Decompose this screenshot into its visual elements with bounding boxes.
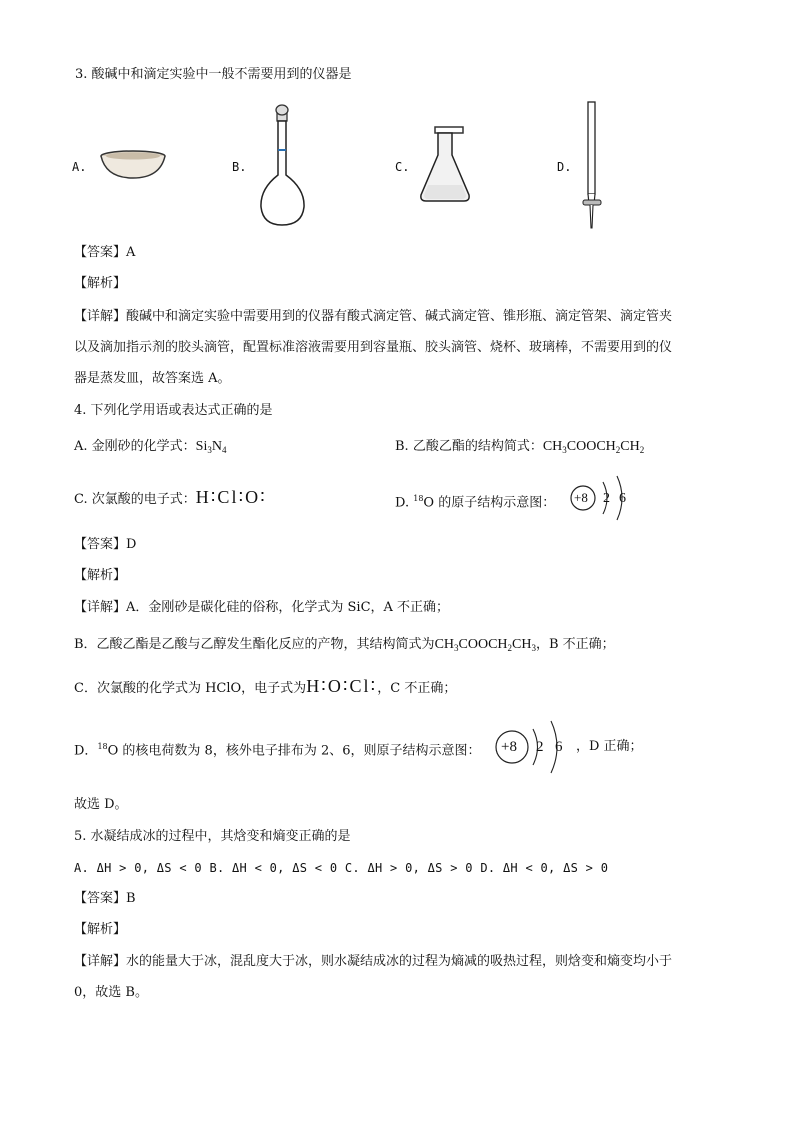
q4-option-a xyxy=(74,438,226,459)
q4-detail-b: B．乙酸乙酯是乙酸与乙醇发生酯化反应的产物，其结构简式为$CH_3COOCH_2CH_3$，B 不正确； xyxy=(74,637,615,653)
q5-options: A. ΔH > 0, ΔS < 0 B. ΔH < 0, ΔS < 0 C. ΔH > 0, ΔS > 0 D. ΔH < 0, ΔS > 0 xyxy=(74,861,609,875)
q5-stem: 5. 水凝结成冰的过程中，其焓变和熵变正确的是 xyxy=(74,829,351,844)
conical-flask-icon xyxy=(418,125,472,203)
q4-detail-a: 【详解】A．金刚砂是碳化硅的俗称，化学式为 SiC，A 不正确； xyxy=(74,600,450,615)
q4-option-b-label: B. 乙酸乙酯的结构简式： xyxy=(395,439,543,454)
q4-option-c-electron-formula: H∶Cl∶O∶ xyxy=(195,487,267,507)
atom-detail-shell-2: 6 xyxy=(555,739,563,755)
q4-option-d-label: D. xyxy=(395,495,414,511)
q4-option-b xyxy=(395,438,644,459)
q4-detail-d-post: ，D 正确； xyxy=(576,739,643,754)
q3-option-b-label: B. xyxy=(232,160,247,174)
q3-analysis-heading: 【解析】 xyxy=(74,276,127,291)
q3-option-c-label: C. xyxy=(395,160,410,174)
evaporating-dish-icon xyxy=(98,148,168,182)
q4-option-c xyxy=(74,488,267,509)
q5-analysis-heading: 【解析】 xyxy=(74,922,127,937)
q4-option-d xyxy=(395,490,555,512)
q4-option-d-mass-number: 18 xyxy=(413,494,424,503)
atom-nucleus-charge: +8 xyxy=(574,490,588,505)
q3-option-d-label: D. xyxy=(557,160,572,174)
q4-analysis-heading: 【解析】 xyxy=(74,568,127,583)
q4-option-c-label: C. 次氯酸的电子式： xyxy=(74,492,196,507)
q4-option-b-formula: $CH_3COOCH_2CH_2$ xyxy=(542,439,645,455)
q4-detail-c-electron-formula: H∶O∶Cl∶ xyxy=(306,676,378,696)
atom-shell-1: 2 xyxy=(603,491,610,506)
q3-detail-line-1: 【详解】酸碱中和滴定实验中需要用到的仪器有酸式滴定管、碱式滴定管、锥形瓶、滴定管架、滴定管夹 xyxy=(74,309,673,324)
volumetric-flask-icon xyxy=(258,103,312,229)
q5-detail-line-1: 【详解】水的能量大于冰，混乱度大于冰，则水凝结成冰的过程为熵减的吸热过程，则焓变和熵变均小于 xyxy=(74,954,673,969)
q5-answer: 【答案】B xyxy=(74,891,136,906)
q3-detail-line-3: 器是蒸发皿，故答案选 A。 xyxy=(74,371,231,386)
q5-detail-line-2: 0，故选 B。 xyxy=(74,985,148,1000)
q3-option-a-label: A. xyxy=(72,160,87,174)
q4-conclusion: 故选 D。 xyxy=(74,797,128,812)
atom-detail-shell-1: 2 xyxy=(536,739,544,755)
q4-answer: 【答案】D xyxy=(74,537,137,552)
atom-shell-2: 6 xyxy=(619,491,626,506)
q3-answer: 【答案】A xyxy=(74,245,136,260)
q4-option-a-formula: $Si_3N_4$ xyxy=(195,439,227,455)
q4-option-a-label: A. 金刚砂的化学式： xyxy=(74,439,196,454)
q3-detail-line-2: 以及滴加指示剂的胶头滴管，配置标准溶液需要用到容量瓶、胶头滴管、烧杯、玻璃棒，不需要用到的仪 xyxy=(74,340,673,355)
atom-detail-nucleus-charge: +8 xyxy=(501,739,517,755)
q4-detail-c: C．次氯酸的化学式为 HClO，电子式为H∶O∶Cl∶，C 不正确； xyxy=(74,676,457,696)
q3-stem: 3. 酸碱中和滴定实验中一般不需要用到的仪器是 xyxy=(75,67,352,82)
burette-icon xyxy=(580,100,606,232)
q4-stem: 4. 下列化学用语或表达式正确的是 xyxy=(74,403,273,418)
q4-detail-d: D．$^{18}$O 的核电荷数为 8，核外电子排布为 2、6，则原子结构示意图： xyxy=(74,742,481,759)
q4-detail-b-formula: $CH_3COOCH_2CH_3$ xyxy=(434,637,536,653)
q4-option-d-text: O 的原子结构示意图： xyxy=(423,495,556,511)
